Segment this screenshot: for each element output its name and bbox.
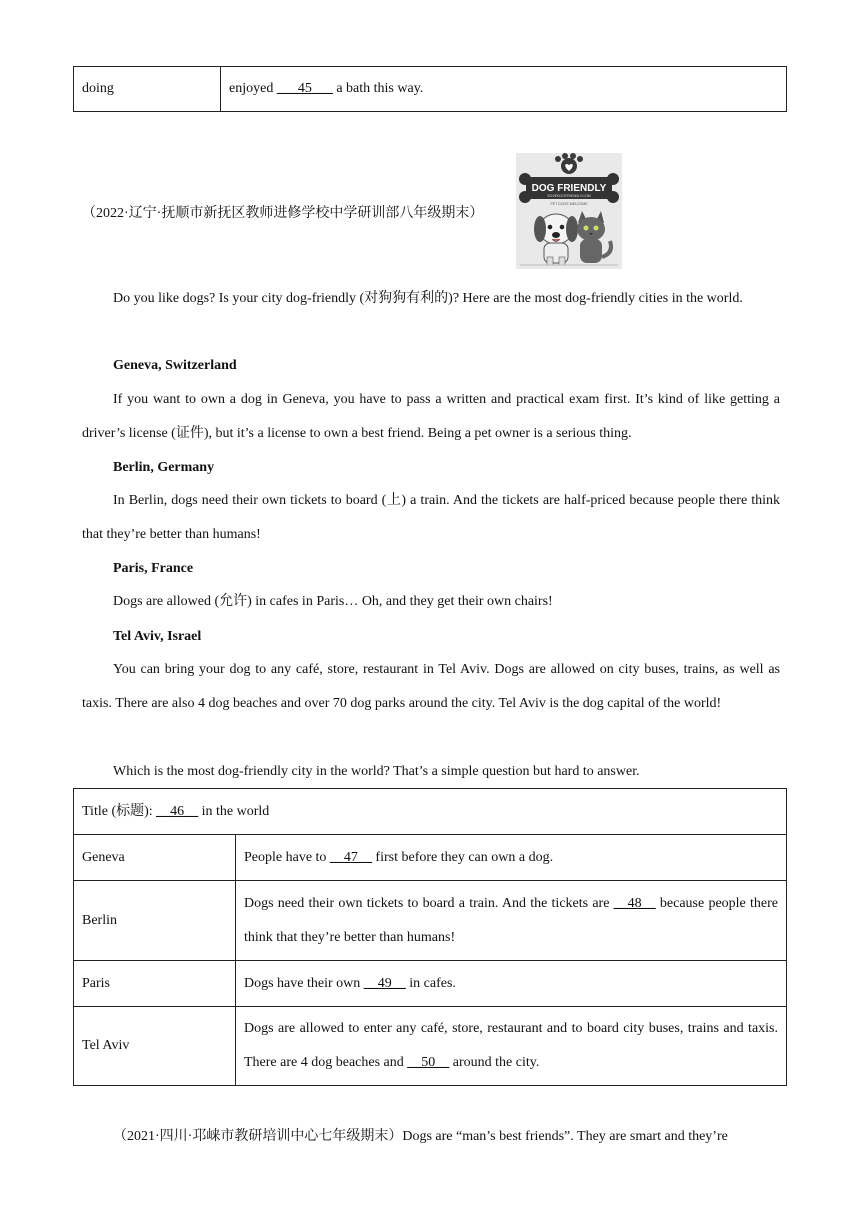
section-text: In Berlin, dogs need their own tickets to board (上) a train. And the tickets are half-priced because people there think that they’re better than humans! [82,493,780,542]
cell-text: around the city. [449,1055,540,1070]
table-row [74,961,787,1007]
section-text: If you want to own a dog in Geneva, you have to pass a written and practical exam first. It’s kind of like getting a driver’s license (证件), but it’s a license to own a best friend. Being a pet owner is a serious thing. [82,392,780,441]
blank-47: __47__ [329,849,372,865]
cell-text: in cafes. [405,975,456,991]
passage-closing: Which is the most dog-friendly city in the world? That’s a simple question but hard to answer. [113,764,640,779]
table-cell [221,67,787,112]
passage-2-source: （2021·四川·邛崃市教研培训中心七年级期末） [113,1129,403,1144]
cell-text: Dogs have their own [244,975,364,991]
table-row [74,67,787,112]
city-cell: Tel Aviv [74,1007,236,1086]
passage-2-start [82,1120,780,1154]
cell-text: a bath this way. [332,81,424,96]
description-cell [236,881,787,961]
section-text: You can bring your dog to any café, store, restaurant in Tel Aviv. Dogs are allowed on city buses, trains, as well as taxis. There are also 4 dog beaches and over 70 dog parks around the city. Tel Aviv is the dog capital of the world! [82,662,780,711]
description-cell [236,961,787,1007]
blank-48: __48__ [613,895,656,911]
logo-title: DOG FRIENDLY [531,183,607,194]
section-heading: Paris, France [113,561,194,576]
cell-text: because people there think that they’re better than humans! [244,895,778,945]
city-cell: Berlin [74,881,236,961]
blank-49: __49__ [363,975,406,991]
title-label: Title (标题): [82,803,157,819]
blank-46: __46__ [156,803,199,819]
passage-2-text: Dogs are “man’s best friends”. They are smart and they’re [402,1129,728,1144]
city-cell: Paris [74,961,236,1007]
city-cell: Geneva [74,835,236,881]
table-row [74,881,787,961]
passage-intro: Do you like dogs? Is your city dog-friendly (对狗狗有利的)? Here are the most dog-friendly cities in the world. [113,291,743,306]
cell-text: enjoyed [229,81,277,96]
cell-text: Dogs need their own tickets to board a train. And the tickets are [244,895,614,911]
cell-text: People have to [244,849,330,865]
section-heading: Tel Aviv, Israel [113,629,202,644]
summary-table [73,788,787,1086]
description-cell [236,835,787,881]
table-row [74,1007,787,1086]
blank-45: ___45___ [276,81,333,96]
dog-friendly-logo [516,153,622,269]
bone-banner [519,173,619,203]
table-cell: doing [74,67,221,112]
logo-tagline: PET DOGS WELCOME [550,202,588,206]
description-cell [236,1007,787,1086]
section-text: Dogs are allowed (允许) in cafes in Paris… Oh, and they get their own chairs! [113,594,553,609]
section-heading: Berlin, Germany [113,460,215,475]
answer-table-fragment [73,66,787,112]
table-row [74,789,787,835]
blank-50: __50__ [407,1055,450,1070]
cell-text: first before they can own a dog. [371,849,554,865]
table-title-cell [74,789,787,835]
passage-source: （2022·辽宁·抚顺市新抚区教师进修学校中学研训部八年级期末） [82,206,484,221]
table-row [74,835,787,881]
title-suffix: in the world [198,803,270,819]
logo-subtitle: SOVEDOGFRIENDLY.COM [547,194,591,198]
section-heading: Geneva, Switzerland [113,358,237,373]
cell-text: Dogs are allowed to enter any café, store, restaurant and to board city buses, trains and taxis. There are 4 dog beaches and [244,1021,778,1070]
